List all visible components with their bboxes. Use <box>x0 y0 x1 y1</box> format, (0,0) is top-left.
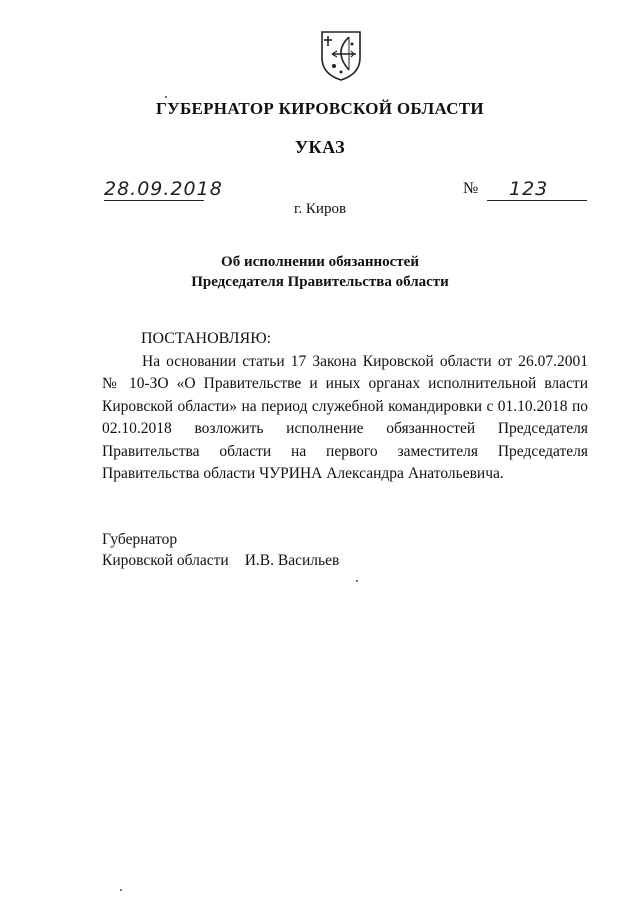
subject-line-1: Об исполнении обязанностей <box>221 254 419 270</box>
signer-title-line-1: Губернатор <box>102 531 178 548</box>
decree-word: ПОСТАНОВЛЯЮ: <box>141 330 272 347</box>
kirov-coat-of-arms-icon <box>319 30 363 82</box>
document-type: УКАЗ <box>294 137 346 157</box>
signature-block <box>102 529 339 571</box>
signer-region: Кировской области <box>102 552 229 569</box>
scan-speck <box>356 580 358 582</box>
decree-date: 28.09.2018 <box>104 178 223 200</box>
decree-body <box>102 351 588 485</box>
decree-subject <box>0 252 640 292</box>
body-paragraph: На основании статьи 17 Закона Кировской области от 26.07.2001 № 10-ЗО «О Правительстве и иных органах исполнительной власти Кировской области» на период служебной командировки с 01.10.2018 по 02.10.2018 возложить исполнение обязанностей Председателя Правительства области на первого заместителя Председателя Правительства области ЧУРИНА Александра Анатольевича. <box>102 353 588 483</box>
issuing-authority: ГУБЕРНАТОР КИРОВСКОЙ ОБЛАСТИ <box>156 99 484 118</box>
signer-title-line-2 <box>102 550 339 571</box>
signer-name: И.В. Васильев <box>244 552 340 569</box>
scan-speck <box>120 889 122 891</box>
city: г. Киров <box>293 201 347 217</box>
subject-line-2: Председателя Правительства области <box>191 274 449 290</box>
scan-speck <box>165 96 167 98</box>
decree-number: 123 <box>509 178 549 200</box>
number-sign: № <box>463 180 479 197</box>
